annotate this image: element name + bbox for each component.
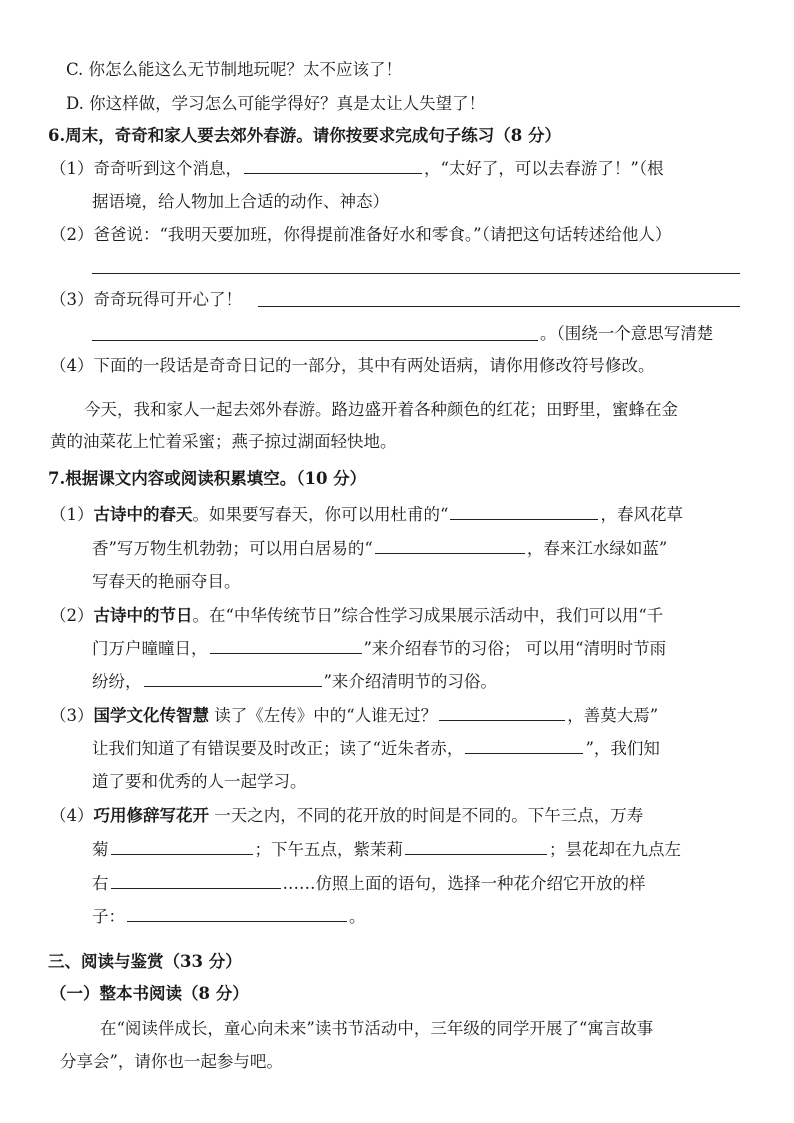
q7-item4-blank-4[interactable] xyxy=(127,907,347,922)
q7-title: 7.根据课文内容或阅读积累填空。（10 分） xyxy=(48,469,367,488)
q7-item4-text-f: ……仿照上面的语句，选择一种花介绍它开放的样 xyxy=(282,874,646,893)
q6-s3 xyxy=(50,288,242,312)
q7-item4-blank-2[interactable] xyxy=(405,840,547,855)
q7-item3-text-b: ，善莫大焉” xyxy=(567,706,659,725)
q7-item1-blank-1[interactable] xyxy=(450,505,598,520)
q7-item2-text-e: ”来介绍清明节的习俗。 xyxy=(323,672,497,691)
q7-item2-blank-1[interactable] xyxy=(210,639,362,654)
q7-item4-text-g: 子： xyxy=(92,907,125,926)
q7-item2-text-a: 。在“中华传统节日”综合性学习成果展示活动中，我们可以用“千 xyxy=(192,606,664,625)
q7-item3-blank-1[interactable] xyxy=(439,706,565,721)
q7-item1-heading: 古诗中的春天 xyxy=(93,505,193,524)
q7-item3-heading: 国学文化传智慧 xyxy=(93,706,209,725)
q7-item3-text-c: 让我们知道了有错误要及时改正；读了“近朱者赤， xyxy=(92,739,464,758)
q7-item3-num: （3） xyxy=(50,706,94,725)
q7-item4-line2 xyxy=(92,838,681,862)
q6-s3-hint: 。（围绕一个意思写清楚 xyxy=(540,324,714,343)
q7-item3-line3: 道了要和优秀的人一起学习。 xyxy=(92,772,307,791)
q7-item1-text-a: 。如果要写春天，你可以用杜甫的“ xyxy=(192,505,449,524)
diary-line-1: 今天，我和家人一起去郊外春游。路边盛开着各种颜色的红花；田野里，蜜蜂在金 xyxy=(84,400,678,419)
q6-title: 6.周末，奇奇和家人要去郊外春游。请你按要求完成句子练习（8 分） xyxy=(48,126,561,145)
section-3-para-line-2: 分享会”，请你也一起参与吧。 xyxy=(60,1052,283,1071)
q7-item4-line1 xyxy=(50,804,643,828)
q6-s2-answer-line[interactable] xyxy=(92,273,740,274)
q7-item3-text-a: 读了《左传》中的“人谁无过？ xyxy=(209,706,438,725)
q7-item3-text-d: ”，我们知 xyxy=(585,739,660,758)
section-3-para-line-1: 在“阅读伴成长，童心向未来”读书节活动中，三年级的同学开展了“寓言故事 xyxy=(100,1019,654,1038)
q7-item1-line2 xyxy=(92,537,667,561)
option-d: D. 你这样做，学习怎么可能学得好？真是太让人失望了！ xyxy=(66,94,486,113)
q7-item2-text-c: ”来介绍春节的习俗； 可以用“清明时节雨 xyxy=(363,639,667,658)
q7-item4-text-h: 。 xyxy=(349,907,366,926)
diary-line-2: 黄的油菜花上忙着采蜜；燕子掠过湖面轻快地。 xyxy=(50,432,397,451)
q7-item1-num: （1） xyxy=(50,505,94,524)
q7-item2-heading: 古诗中的节日 xyxy=(93,606,193,625)
q6-s2: （2）爸爸说：“我明天要加班，你得提前准备好水和零食。”（请把这句话转述给他人） xyxy=(50,225,672,244)
q7-item1-line1 xyxy=(50,503,683,527)
q7-item1-blank-2[interactable] xyxy=(375,539,525,554)
q6-s1 xyxy=(50,157,664,181)
q7-item1-text-d: ，春来江水绿如蓝” xyxy=(526,539,668,558)
q7-item3-blank-2[interactable] xyxy=(465,739,583,754)
q7-item4-text-e: 右 xyxy=(92,874,109,893)
q7-item4-text-b: 菊 xyxy=(92,840,109,859)
q7-item1-line3: 写春天的艳丽夺目。 xyxy=(92,572,241,591)
option-c: C. 你怎么能这么无节制地玩呢？太不应该了！ xyxy=(66,60,403,79)
q7-item4-text-d: ；昙花却在九点左 xyxy=(549,840,681,859)
q7-item2-text-d: 纷纷， xyxy=(92,672,142,691)
q7-item4-text-c: ；下午五点，紫茉莉 xyxy=(254,840,403,859)
q7-item3-line2 xyxy=(92,737,660,761)
q7-item4-heading: 巧用修辞写花开 xyxy=(93,806,209,825)
q7-item4-text-a: 一天之内，不同的花开放的时间是不同的。下午三点，万寿 xyxy=(209,806,644,825)
section-3-subtitle: （一）整本书阅读（8 分） xyxy=(50,984,249,1003)
q6-s3-text-a: （3）奇奇玩得可开心了！ xyxy=(50,290,242,309)
q6-s4: （4）下面的一段话是奇奇日记的一部分，其中有两处语病，请你用修改符号修改。 xyxy=(50,356,655,375)
q7-item4-num: （4） xyxy=(50,806,94,825)
q7-item2-num: （2） xyxy=(50,606,94,625)
q6-s3-answer-line-1[interactable] xyxy=(258,306,740,307)
q7-item4-blank-3[interactable] xyxy=(111,874,281,889)
q7-item2-blank-2[interactable] xyxy=(144,672,322,687)
q7-item1-text-b: ，春风花草 xyxy=(600,505,683,524)
q7-item1-text-c: 香”写万物生机勃勃；可以用白居易的“ xyxy=(92,539,373,558)
q6-s1-text-b: ，“太好了，可以去春游了！”（根 xyxy=(424,159,664,178)
q7-item4-line4 xyxy=(92,905,366,929)
q7-item3-line1 xyxy=(50,704,658,728)
q7-item2-line1 xyxy=(50,604,663,628)
q7-item2-line2 xyxy=(92,637,666,661)
q7-item4-line3 xyxy=(92,872,646,896)
q6-s1-text-a: （1）奇奇听到这个消息， xyxy=(50,159,242,178)
q6-s3-answer-line-2[interactable] xyxy=(92,340,538,341)
section-3-title: 三、阅读与鉴赏（33 分） xyxy=(48,952,242,971)
q6-s1-hint: 据语境，给人物加上合适的动作、神态） xyxy=(92,192,389,211)
q7-item2-text-b: 门万户曈曈日， xyxy=(92,639,208,658)
q6-s1-blank[interactable] xyxy=(244,159,422,174)
q7-item2-line3 xyxy=(92,670,497,694)
q7-item4-blank-1[interactable] xyxy=(111,840,253,855)
